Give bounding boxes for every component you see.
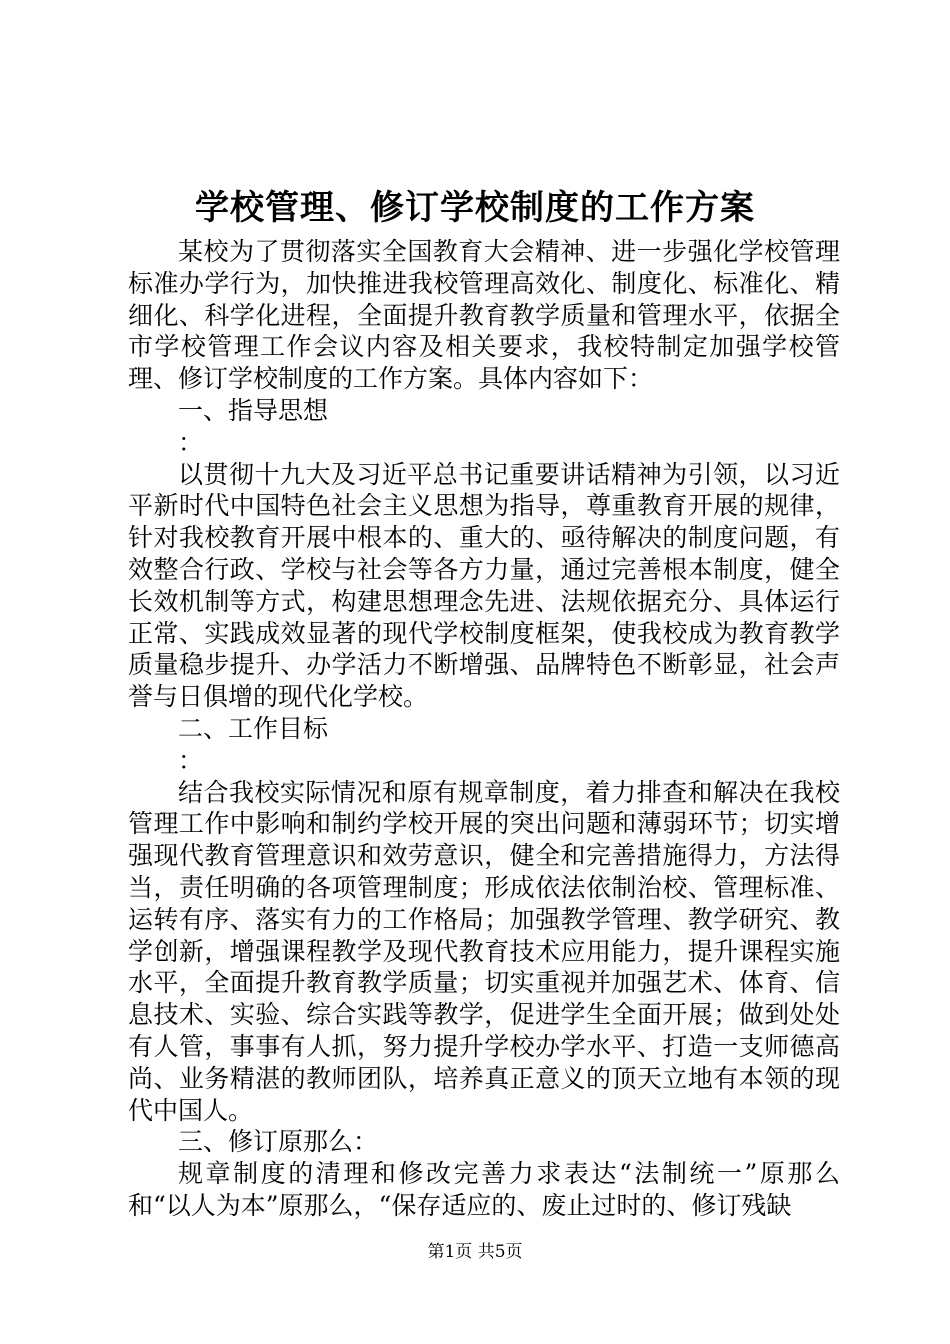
work-goals-paragraph: 结合我校实际情况和原有规章制度，着力排查和解决在我校管理工作中影响和制约学校开展的突出问题和薄弱环节；切实增强现代教育管理意识和效劳意识，健全和完善措施得力，方法得当，责任明确的各项管理制度；形成依法依制治校、管理标准、运转有序、落实有力的工作格局；加强教学管理、教学研究、教学创新，增强课程教学及现代教育技术应用能力，提升课程实施水平，全面提升教育教学质量；切实重视并加强艺术、体育、信息技术、实验、综合实践等教学，促进学生全面开展；做到处处有人管，事事有人抓，努力提升学校办学水平、打造一支师德高尚、业务精湛的教师团队，培养真正意义的顶天立地有本领的现代中国人。 xyxy=(128,777,840,1125)
revision-principles-paragraph: 规章制度的清理和修改完善力求表达“法制统一”原那么和“以人为本”原那么，“保存适应的、废止过时的、修订残缺 xyxy=(128,1159,840,1220)
document-title: 学校管理、修订学校制度的工作方案 xyxy=(195,188,755,228)
section-heading-guiding-ideology: 一、指导思想 xyxy=(178,395,329,425)
page-number-footer: 第1页 共5页 xyxy=(427,1242,523,1262)
section-heading-work-goals: 二、工作目标 xyxy=(178,713,329,743)
document-body xyxy=(128,236,840,1222)
section-colon: ： xyxy=(178,745,204,775)
section-heading-revision-principles: 三、修订原那么： xyxy=(178,1127,379,1157)
guiding-ideology-paragraph: 以贯彻十九大及习近平总书记重要讲话精神为引领，以习近平新时代中国特色社会主义思想为指导，尊重教育开展的规律，针对我校教育开展中根本的、重大的、亟待解决的制度问题，有效整合行政、学校与社会等各方力量，通过完善根本制度，健全长效机制等方式，构建思想理念先进、法规依据充分、具体运行正常、实践成效显著的现代学校制度框架，使我校成为教育教学质量稳步提升、办学活力不断增强、品牌特色不断彰显，社会声誉与日俱增的现代化学校。 xyxy=(128,459,840,712)
intro-paragraph: 某校为了贯彻落实全国教育大会精神、进一步强化学校管理标准办学行为，加快推进我校管理高效化、制度化、标准化、精细化、科学化进程，全面提升教育教学质量和管理水平，依据全市学校管理工作会议内容及相关要求，我校特制定加强学校管理、修订学校制度的工作方案。具体内容如下： xyxy=(128,237,840,394)
section-colon: ： xyxy=(178,427,204,457)
